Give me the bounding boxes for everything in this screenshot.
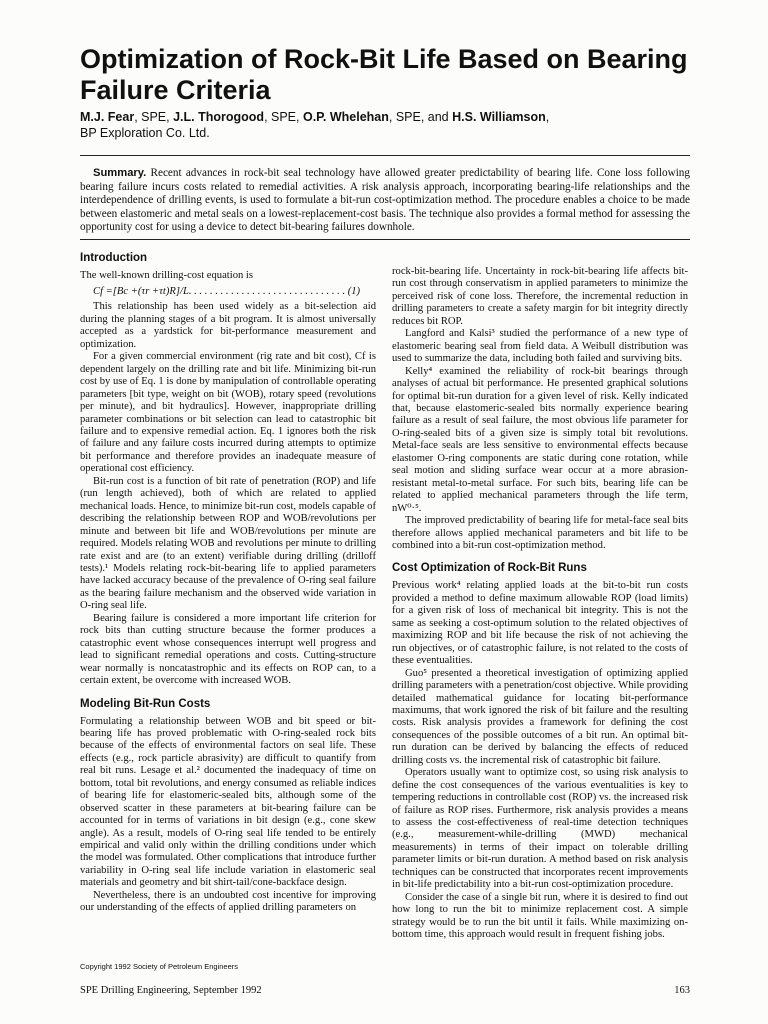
- paragraph: Operators usually want to optimize cost, so using risk analysis to define the cost consequences of the various eventualities is key to tempering reductions in controllable cost (ROP) vs. the increased risk of failure as ROP rises. Furthermore, risk analysis provides a means to assess the cost-effectiveness of real-time detection techniques (e.g., measurement-while-drilling (MWD) mechanical measurements) in terms of their impact on tolerable drilling parameter limits or bit-run duration. A method based on risk analysis techniques can be constructed that incorporates recent improvements in bit-life predictability into a bit-run cost-optimization procedure.: [392, 767, 688, 891]
- author-name: O.P. Whelehan: [302, 110, 389, 124]
- paragraph: rock-bit-bearing life. Uncertainty in rock-bit-bearing life affects bit-run cost through conservatism in applied parameters to minimize the perceived risk of cone loss. Therefore, the incremental reduction in drilling parameters to create a safety margin for bit integrity directly reduces bit ROP.: [392, 266, 688, 327]
- author-block: [80, 109, 720, 141]
- copyright-notice: Copyright 1992 Society of Petroleum Engineers: [80, 962, 239, 971]
- summary-label: Summary.: [93, 167, 147, 179]
- paragraph: This relationship has been used widely as a bit-selection aid during the planning stages of a bit program. It is almost universally accepted as a yardstick for bit-performance measurement and optimization.: [80, 301, 376, 350]
- paragraph: Formulating a relationship between WOB and bit speed or bit-bearing life has proved problematic with O-ring-sealed rock bits because of the effects of environmental factors on seal life. These effects (e.g., rock particle abrasivity) are difficult to quantify from real bit runs. Lesage et al.² documented the inadequacy of time on bottom, total bit revolutions, and energy consumed as reliable indices of bearing life for elastomeric-sealed bits, although some of the observed scatter in these parameters at bit-bearing failure can be accounted for in terms of variations in bit design (e.g., cone skew angle). As a result, models of O-ring seal life tended to be entirely empirical and valid only within the drilling conditions under which the model was formulated. Other complications that introduce further variability in O-ring seal life include variation in elastomeric seal materials and geometry and bit shirt-tail/cone-backface design.: [80, 715, 376, 889]
- paragraph: Consider the case of a single bit run, where it is desired to find out how long to run the bit to minimize replacement cost. A simple strategy would be to run the bit until it fails. While maximizing on-bottom time, this approach would result in frequent fishing jobs.: [392, 891, 688, 941]
- section-heading-cost-optimization: Cost Optimization of Rock-Bit Runs: [392, 562, 587, 575]
- page-number: 163: [674, 985, 690, 996]
- summary-bottom-rule: [80, 239, 690, 240]
- equation-1: Cf =[Bc +(τr +τt)R]/L. . . . . . . . . . . . . . . . . . . . . . . . . . . . . . (1): [93, 286, 361, 298]
- journal-footer: SPE Drilling Engineering, September 1992: [80, 985, 262, 996]
- paragraph: Bit-run cost is a function of bit rate of penetration (ROP) and life (run length achieved), both of which are related to applied mechanical loads. Hence, to minimize bit-run cost, models capable of describing the relationship between ROP and WOB/revolutions per minute and between bit life and WOB/revolutions per minute are required. Models relating WOB and revolutions per minute to drilling rate exist and are (to an extent) verifiable during drilling (drilloff tests).¹ Models relating rock-bit-bearing life to applied parameters have lacked accuracy because of the prevalence of O-ring seal failure as the bearing failure mechanism and the observed wide variation in O-ring seal life.: [80, 475, 376, 612]
- author-society: , SPE,: [264, 110, 303, 124]
- author-name: M.J. Fear: [80, 110, 135, 124]
- section-heading-modeling: Modeling Bit-Run Costs: [80, 697, 211, 710]
- paragraph: The improved predictability of bearing life for metal-face seal bits therefore allows applied mechanical parameters and bit life to be combined into a bit-run cost-optimization method.: [392, 515, 688, 551]
- author-line: [80, 109, 720, 125]
- paper-title: Optimization of Rock-Bit Life Based on Bearing Failure Criteria: [80, 44, 688, 105]
- paragraph: The well-known drilling-cost equation is: [80, 270, 253, 281]
- author-name: H.S. Williamson: [452, 110, 546, 124]
- author-society: , SPE,: [134, 110, 174, 124]
- author-affiliation: BP Exploration Co. Ltd.: [80, 126, 210, 140]
- section-heading-introduction: Introduction: [80, 252, 148, 264]
- paragraph: Langford and Kalsi³ studied the performance of a new type of elastomeric bearing seal from field data. A Weibull distribution was used to summarize the data, including both failed and surviving bits.: [392, 328, 688, 365]
- author-society: , SPE, and: [388, 110, 453, 124]
- author-comma: ,: [545, 110, 550, 124]
- summary-top-rule: [80, 155, 690, 156]
- right-column: [392, 266, 688, 942]
- paragraph: Previous work⁴ relating applied loads at the bit-to-bit run costs provided a method to define maximum allowable ROP (load limits) for a given risk of loss of mechanical bit integrity. This is not the same as seeking a cost-optimum solution to the related objectives of maximizing ROP and bit life because the risk of not achieving the run objectives, or of catastrophic failure, is not related to the costs of these eventualities.: [392, 580, 688, 667]
- paragraph: For a given commercial environment (rig rate and bit cost), Cf is dependent largely on the drilling rate and bit life. Minimizing bit-run cost by use of Eq. 1 is done by manipulation of controllable operating parameters [bit type, weight on bit (WOB), rotary speed (revolutions per minute), and bit hydraulics]. However, inappropriate drilling parameter combinations or bit selection can lead to catastrophic bit failure and to expensive remedial action. Eq. 1 ignores both the risk of failure and any failure costs incurred during attempts to optimize bit performance and therefore provides an inadequate measure of operational cost efficiency.: [80, 351, 376, 475]
- paragraph: Bearing failure is considered a more important life criterion for rock bits than cutting structure because the former produces a catastrophic event whose consequences interrupt well progress and lead to significant remedial operations and costs. Cutting-structure wear normally is noncatastrophic and its effects on ROP can, to a certain extent, be overcome with increased WOB.: [80, 612, 376, 687]
- left-column: [80, 251, 376, 915]
- summary-text: Recent advances in rock-bit seal technology have allowed greater predictability of bearing life. Cone loss following bearing failure incurs costs related to remedial activities. A risk analysis approach, incorporating bearing-life relationships and the interdependence of drilling events, is used to formulate a bit-run cost-optimization method. The procedure enables a choice to be made between elastomeric and metal seals on a lowest-replacement-cost basis. The technique also provides a formal method for assessing the opportunity cost for using a device to detect bit-bearing failures downhole.: [80, 167, 690, 234]
- paragraph: Guo⁵ presented a theoretical investigation of optimizing applied drilling parameters with a penetration/cost objective. While providing detailed mathematical guidance for locating bit-performance maximums, that work ignored the risk of bit failure and the resulting costs. Risk analysis provides a framework for defining the cost consequences of the possible outcomes of a bit run. An optimal bit-run duration can be derived by balancing the effects of reduced drilling costs vs. the incremental risk of catastrophic bit failure.: [392, 667, 688, 766]
- paragraph: Kelly⁴ examined the reliability of rock-bit bearings through analyses of actual bit performance. He presented graphical solutions for optimal bit-run duration for a given level of risk. Kelly indicated that, because elastomeric-sealed bits normally experience bearing failure as a result of seal failure, the most obvious life parameter for O-ring-sealed bits of a given size is simply total bit revolutions. Metal-face seals are less sensitive to environmental effects because elastomer O-ring components are static during cone rotation, while seal motion and sliding surface wear occur at a more abrasion-resistant metal-to-metal surface. For such bits, bearing life can be related to applied mechanical parameters through the life term, nW⁰·⁵.: [392, 365, 688, 514]
- author-name: J.L. Thorogood: [173, 110, 265, 124]
- paragraph: Nevertheless, there is an undoubted cost incentive for improving our understanding of the effects of applied drilling parameters on: [80, 889, 376, 914]
- summary-paragraph: [80, 167, 690, 235]
